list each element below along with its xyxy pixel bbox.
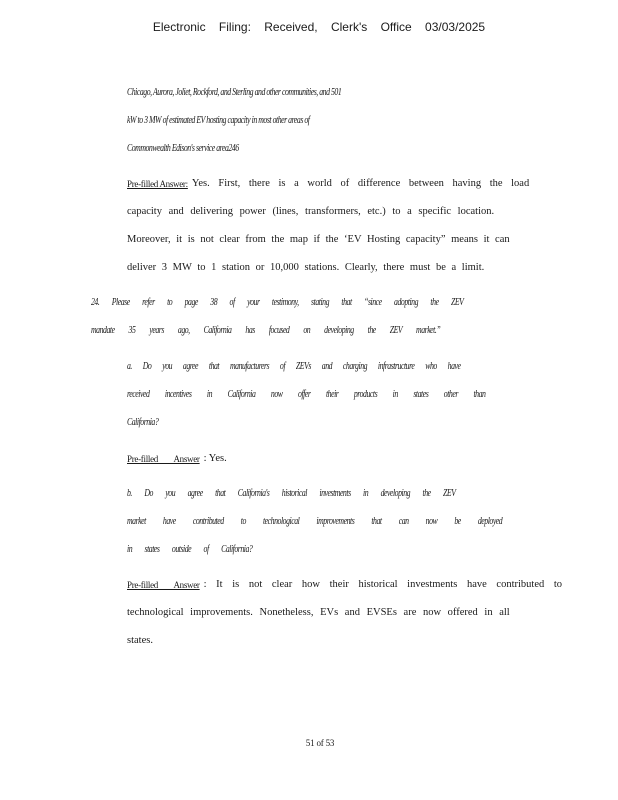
intro-line: Commonwealth Edison's service area246 — [127, 143, 239, 154]
question-line: California? — [127, 417, 159, 428]
prefilled-answer-label: Pre-filled Answer — [127, 580, 200, 590]
page-number: 51 of 53 — [305, 738, 335, 748]
answer-b — [127, 578, 563, 662]
question-line: 24. Please refer to page 38 of your testimony, stating that “since adopting the ZEV — [91, 297, 464, 308]
answer-text: : Yes. — [203, 453, 227, 464]
prefilled-answer-label: Pre-filled Answer — [127, 454, 200, 464]
question-line: b. Do you agree that California's historical investments in developing the ZEV — [127, 488, 456, 499]
answer-line: Moreover, it is not clear from the map if the ‘EV Hosting capacity” means it can — [127, 234, 510, 245]
answer-line: states. — [127, 635, 153, 646]
prefilled-answer-label: Pre-filled Answer: — [127, 179, 188, 189]
question-line: received incentives in California now offer their products in states other than — [127, 389, 486, 400]
question-b — [127, 487, 507, 571]
answer-a — [127, 452, 507, 480]
answer-1 — [127, 177, 530, 289]
question-line: in states outside of California? — [127, 544, 253, 555]
answer-line: : It is not clear how their historical investments have contributed to — [203, 579, 563, 590]
question-line: market have contributed to technological improvements that can now be deployed — [127, 516, 503, 527]
question-line: a. Do you agree that manufacturers of ZEVs and charging infrastructure who have — [127, 361, 461, 372]
question-a — [127, 360, 507, 444]
question-24 — [91, 296, 501, 352]
question-line: mandate 35 years ago, California has focused on developing the ZEV market.” — [91, 325, 441, 336]
answer-line: deliver 3 MW to 1 station or 10,000 stations. Clearly, there must be a limit. — [127, 262, 485, 273]
intro-paragraph — [127, 86, 507, 170]
answer-line: capacity and delivering power (lines, transformers, etc.) to a specific location. — [127, 206, 495, 217]
intro-line: Chicago, Aurora, Joliet, Rockford, and Sterling and other communities, and 501 — [127, 87, 342, 98]
intro-line: kW to 3 MW of estimated EV hosting capacity in most other areas of — [127, 115, 310, 126]
electronic-filing-header: Electronic Filing: Received, Clerk's Office 03/03/2025 — [152, 20, 486, 34]
answer-line: Yes. First, there is a world of difference between having the load — [191, 178, 530, 189]
answer-line: technological improvements. Nonetheless, EVs and EVSEs are now offered in all — [127, 607, 510, 618]
